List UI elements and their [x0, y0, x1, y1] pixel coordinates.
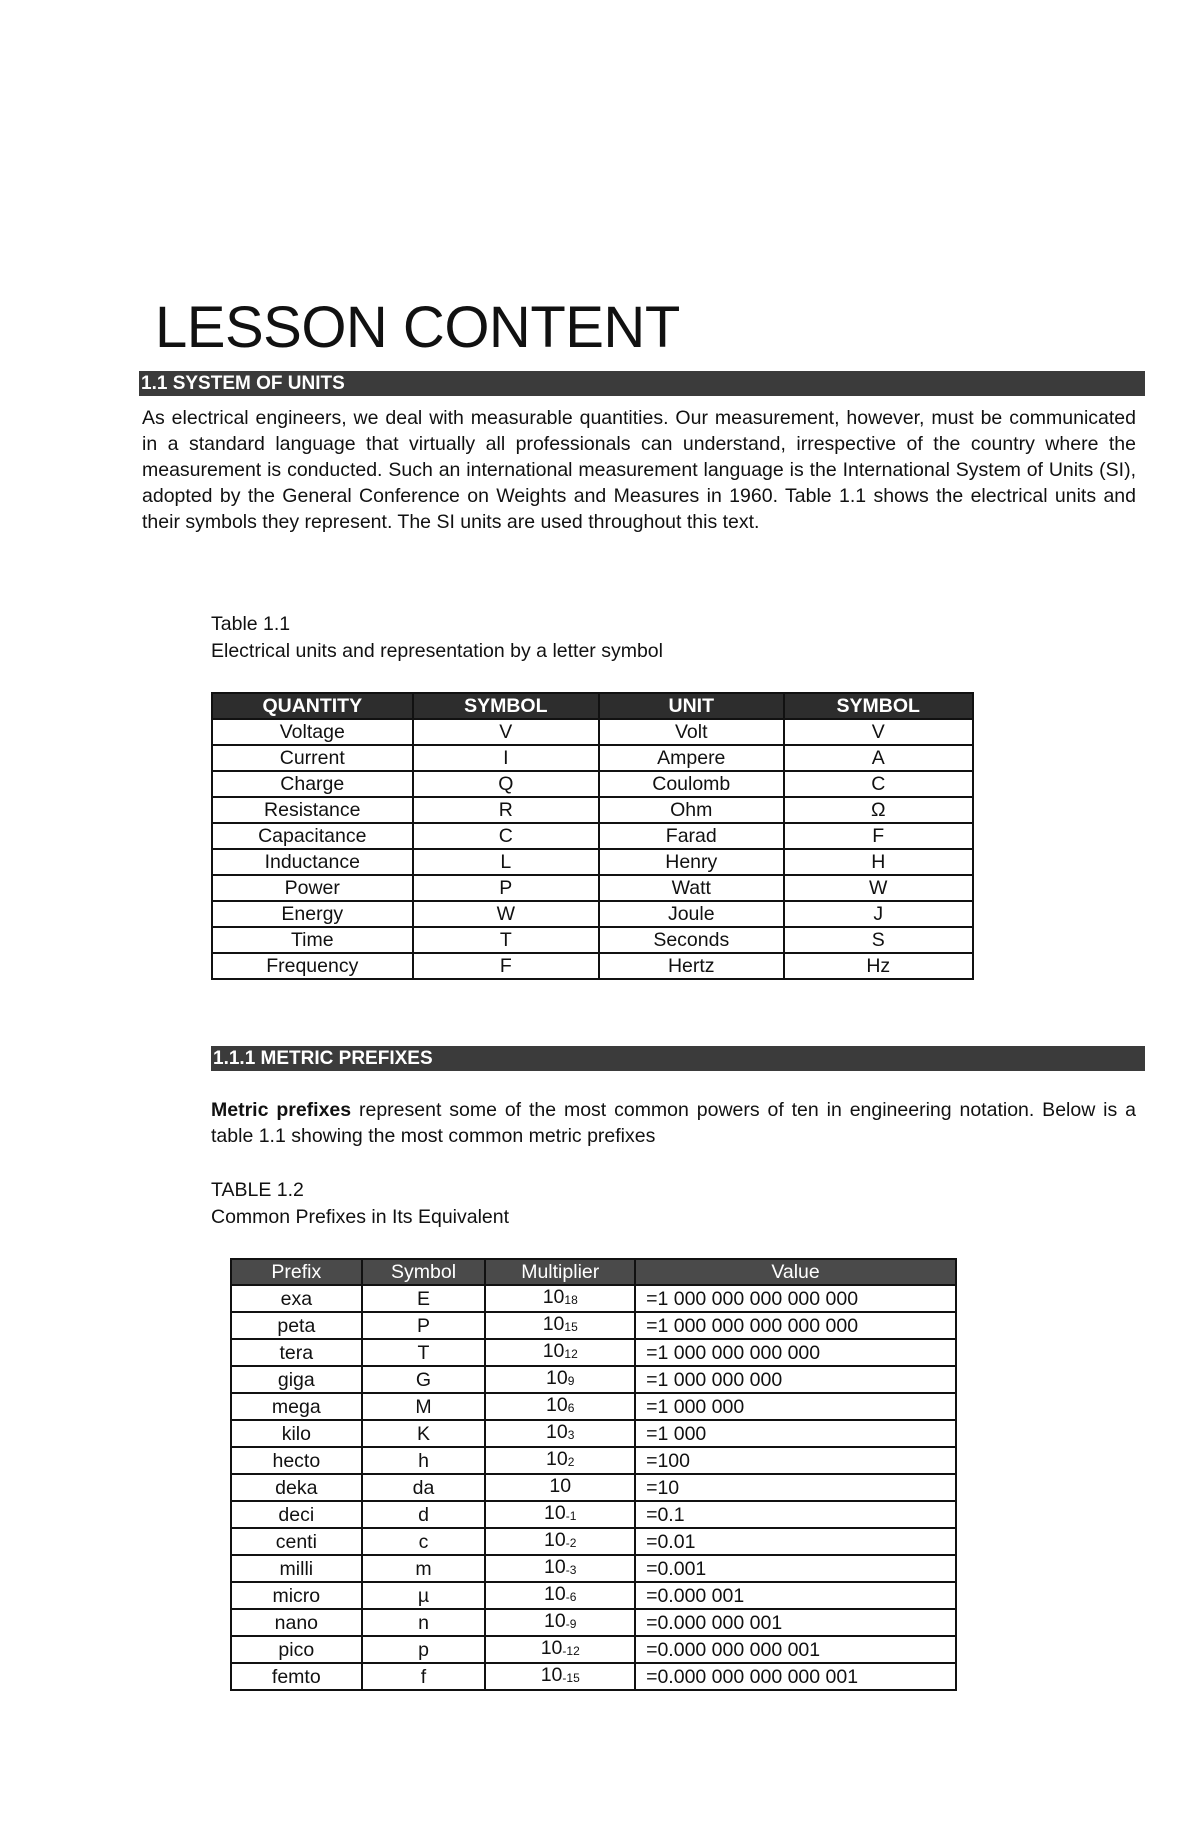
- multiplier-exponent: 6: [567, 1401, 575, 1415]
- prefix-symbol-cell: n: [362, 1609, 486, 1636]
- multiplier-base: 10: [544, 1529, 566, 1551]
- multiplier-cell: [485, 1501, 635, 1528]
- unit-symbol-cell: V: [784, 719, 974, 745]
- header-symbol: SYMBOL: [413, 693, 599, 719]
- value-cell: =0.000 001: [635, 1582, 956, 1609]
- multiplier-exponent: -9: [565, 1617, 577, 1631]
- prefix-cell: deka: [231, 1474, 362, 1501]
- quantity-cell: Power: [212, 875, 413, 901]
- value-cell: =0.001: [635, 1555, 956, 1582]
- unit-cell: Watt: [599, 875, 783, 901]
- section-heading-system-of-units: 1.1 SYSTEM OF UNITS: [139, 371, 1145, 396]
- unit-cell: Seconds: [599, 927, 783, 953]
- quantity-cell: Resistance: [212, 797, 413, 823]
- prefix-cell: nano: [231, 1609, 362, 1636]
- header-multiplier: Multiplier: [485, 1259, 635, 1285]
- metric-prefixes-bold-term: Metric prefixes: [211, 1099, 352, 1121]
- table-row: [212, 849, 973, 875]
- prefix-symbol-cell: p: [362, 1636, 486, 1663]
- quantity-cell: Time: [212, 927, 413, 953]
- header-unit: UNIT: [599, 693, 783, 719]
- table-header-row: [231, 1259, 956, 1285]
- table-row: [231, 1609, 956, 1636]
- multiplier-base: 10: [546, 1448, 568, 1470]
- unit-symbol-cell: C: [784, 771, 974, 797]
- quantity-symbol-cell: F: [413, 953, 599, 979]
- unit-symbol-cell: A: [784, 745, 974, 771]
- value-cell: =0.000 000 000 000 001: [635, 1663, 956, 1690]
- multiplier-exponent: -3: [565, 1563, 577, 1577]
- unit-symbol-cell: S: [784, 927, 974, 953]
- metric-prefixes-table: [230, 1258, 957, 1691]
- table-row: [212, 719, 973, 745]
- table-row: [231, 1339, 956, 1366]
- multiplier-exponent: -12: [562, 1644, 580, 1658]
- multiplier-cell: [485, 1528, 635, 1555]
- prefix-symbol-cell: µ: [362, 1582, 486, 1609]
- multiplier-base: 10: [540, 1664, 563, 1686]
- multiplier-base: 10: [542, 1340, 565, 1362]
- table-row: [231, 1312, 956, 1339]
- unit-cell: Coulomb: [599, 771, 783, 797]
- table-row: [231, 1501, 956, 1528]
- quantity-symbol-cell: T: [413, 927, 599, 953]
- table-row: [212, 797, 973, 823]
- value-cell: =1 000 000 000 000: [635, 1339, 956, 1366]
- multiplier-cell: [485, 1609, 635, 1636]
- multiplier-base: 10: [544, 1556, 566, 1578]
- multiplier-exponent: 15: [564, 1320, 578, 1334]
- prefix-symbol-cell: P: [362, 1312, 486, 1339]
- table-row: [212, 901, 973, 927]
- table-row: [231, 1636, 956, 1663]
- prefix-symbol-cell: h: [362, 1447, 486, 1474]
- multiplier-cell: [485, 1663, 635, 1690]
- header-quantity: QUANTITY: [212, 693, 413, 719]
- value-cell: =1 000: [635, 1420, 956, 1447]
- multiplier-exponent: 3: [567, 1428, 575, 1442]
- prefix-cell: femto: [231, 1663, 362, 1690]
- multiplier-cell: [485, 1393, 635, 1420]
- prefix-symbol-cell: f: [362, 1663, 486, 1690]
- quantity-cell: Inductance: [212, 849, 413, 875]
- multiplier-cell: [485, 1447, 635, 1474]
- multiplier-cell: [485, 1339, 635, 1366]
- quantity-symbol-cell: P: [413, 875, 599, 901]
- table-row: [231, 1474, 956, 1501]
- multiplier-base: 10: [549, 1475, 572, 1497]
- system-of-units-paragraph: As electrical engineers, we deal with measurable quantities. Our measurement, however, must be communicated in a standard language that virtually all professionals can understand, irrespective of the country where the measurement is conducted. Such an international measurement language is the International System of Units (SI), adopted by the General Conference on Weights and Measures in 1960. Table 1.1 shows the electrical units and their symbols they represent. The SI units are used throughout this text.: [142, 407, 1136, 533]
- multiplier-cell: [485, 1555, 635, 1582]
- prefix-symbol-cell: M: [362, 1393, 486, 1420]
- quantity-cell: Charge: [212, 771, 413, 797]
- unit-symbol-cell: F: [784, 823, 974, 849]
- multiplier-cell: [485, 1636, 635, 1663]
- table-row: [231, 1528, 956, 1555]
- table-1-caption: [211, 611, 663, 665]
- value-cell: =0.000 000 001: [635, 1609, 956, 1636]
- header-value: Value: [635, 1259, 956, 1285]
- table-row: [212, 927, 973, 953]
- multiplier-base: 10: [540, 1637, 563, 1659]
- table-row: [231, 1393, 956, 1420]
- multiplier-base: 10: [544, 1583, 566, 1605]
- table-1-number: Table 1.1: [211, 613, 291, 635]
- unit-cell: Ampere: [599, 745, 783, 771]
- multiplier-base: 10: [546, 1367, 568, 1389]
- value-cell: =0.000 000 000 001: [635, 1636, 956, 1663]
- prefix-symbol-cell: m: [362, 1555, 486, 1582]
- multiplier-exponent: -2: [565, 1536, 577, 1550]
- table-row: [212, 953, 973, 979]
- multiplier-exponent: -6: [565, 1590, 577, 1604]
- table-row: [231, 1663, 956, 1690]
- multiplier-cell: [485, 1474, 635, 1501]
- unit-cell: Ohm: [599, 797, 783, 823]
- prefix-symbol-cell: G: [362, 1366, 486, 1393]
- unit-cell: Farad: [599, 823, 783, 849]
- prefix-cell: milli: [231, 1555, 362, 1582]
- electrical-units-table: [211, 692, 974, 980]
- value-cell: =1 000 000 000 000 000: [635, 1312, 956, 1339]
- prefix-symbol-cell: E: [362, 1285, 486, 1312]
- prefix-cell: mega: [231, 1393, 362, 1420]
- unit-cell: Hertz: [599, 953, 783, 979]
- table-row: [212, 745, 973, 771]
- prefix-cell: tera: [231, 1339, 362, 1366]
- table-header-row: [212, 693, 973, 719]
- multiplier-base: 10: [546, 1394, 568, 1416]
- multiplier-cell: [485, 1312, 635, 1339]
- prefix-cell: hecto: [231, 1447, 362, 1474]
- unit-cell: Henry: [599, 849, 783, 875]
- prefix-symbol-cell: T: [362, 1339, 486, 1366]
- table-1-title: Electrical units and representation by a letter symbol: [211, 640, 663, 662]
- table-row: [231, 1555, 956, 1582]
- multiplier-exponent: -15: [562, 1671, 580, 1685]
- value-cell: =0.1: [635, 1501, 956, 1528]
- table-2-caption: [211, 1177, 509, 1231]
- prefix-cell: micro: [231, 1582, 362, 1609]
- quantity-symbol-cell: V: [413, 719, 599, 745]
- table-row: [212, 875, 973, 901]
- prefix-symbol-cell: K: [362, 1420, 486, 1447]
- multiplier-cell: [485, 1285, 635, 1312]
- unit-symbol-cell: Ω: [784, 797, 974, 823]
- table-row: [231, 1366, 956, 1393]
- prefix-cell: peta: [231, 1312, 362, 1339]
- prefix-cell: pico: [231, 1636, 362, 1663]
- section-heading-metric-prefixes: 1.1.1 METRIC PREFIXES: [211, 1046, 1145, 1071]
- lesson-title: LESSON CONTENT: [155, 295, 680, 360]
- prefix-cell: giga: [231, 1366, 362, 1393]
- quantity-cell: Frequency: [212, 953, 413, 979]
- value-cell: =1 000 000: [635, 1393, 956, 1420]
- multiplier-exponent: 12: [564, 1347, 578, 1361]
- quantity-symbol-cell: W: [413, 901, 599, 927]
- unit-symbol-cell: J: [784, 901, 974, 927]
- multiplier-base: 10: [542, 1286, 565, 1308]
- table-row: [212, 771, 973, 797]
- quantity-cell: Current: [212, 745, 413, 771]
- unit-symbol-cell: Hz: [784, 953, 974, 979]
- quantity-symbol-cell: C: [413, 823, 599, 849]
- value-cell: =100: [635, 1447, 956, 1474]
- multiplier-base: 10: [542, 1313, 565, 1335]
- quantity-cell: Energy: [212, 901, 413, 927]
- multiplier-exponent: -1: [565, 1509, 577, 1523]
- value-cell: =1 000 000 000: [635, 1366, 956, 1393]
- metric-prefixes-paragraph: [211, 1097, 1136, 1149]
- quantity-cell: Voltage: [212, 719, 413, 745]
- metric-prefixes-text: represent some of the most common powers of ten in engineering notation. Below is a table 1.1 showing the most common metric prefixes: [211, 1099, 1136, 1147]
- multiplier-exponent: 2: [567, 1455, 575, 1469]
- multiplier-cell: [485, 1420, 635, 1447]
- value-cell: =0.01: [635, 1528, 956, 1555]
- header-prefix: Prefix: [231, 1259, 362, 1285]
- multiplier-cell: [485, 1582, 635, 1609]
- table-2-number: TABLE 1.2: [211, 1179, 304, 1201]
- multiplier-exponent: 9: [567, 1374, 575, 1388]
- prefix-cell: deci: [231, 1501, 362, 1528]
- prefix-symbol-cell: c: [362, 1528, 486, 1555]
- quantity-symbol-cell: R: [413, 797, 599, 823]
- multiplier-base: 10: [544, 1502, 566, 1524]
- table-row: [231, 1420, 956, 1447]
- value-cell: =10: [635, 1474, 956, 1501]
- quantity-symbol-cell: I: [413, 745, 599, 771]
- unit-cell: Joule: [599, 901, 783, 927]
- quantity-symbol-cell: Q: [413, 771, 599, 797]
- prefix-symbol-cell: d: [362, 1501, 486, 1528]
- prefix-symbol-cell: da: [362, 1474, 486, 1501]
- table-row: [212, 823, 973, 849]
- table-row: [231, 1447, 956, 1474]
- quantity-symbol-cell: L: [413, 849, 599, 875]
- table-row: [231, 1285, 956, 1312]
- value-cell: =1 000 000 000 000 000: [635, 1285, 956, 1312]
- unit-symbol-cell: H: [784, 849, 974, 875]
- quantity-cell: Capacitance: [212, 823, 413, 849]
- unit-cell: Volt: [599, 719, 783, 745]
- multiplier-exponent: 18: [564, 1293, 578, 1307]
- multiplier-base: 10: [546, 1421, 568, 1443]
- multiplier-cell: [485, 1366, 635, 1393]
- prefix-cell: kilo: [231, 1420, 362, 1447]
- header-symbol: Symbol: [362, 1259, 486, 1285]
- unit-symbol-cell: W: [784, 875, 974, 901]
- header-unit-symbol: SYMBOL: [784, 693, 974, 719]
- prefix-cell: exa: [231, 1285, 362, 1312]
- table-row: [231, 1582, 956, 1609]
- table-2-title: Common Prefixes in Its Equivalent: [211, 1206, 510, 1228]
- prefix-cell: centi: [231, 1528, 362, 1555]
- multiplier-base: 10: [544, 1610, 566, 1632]
